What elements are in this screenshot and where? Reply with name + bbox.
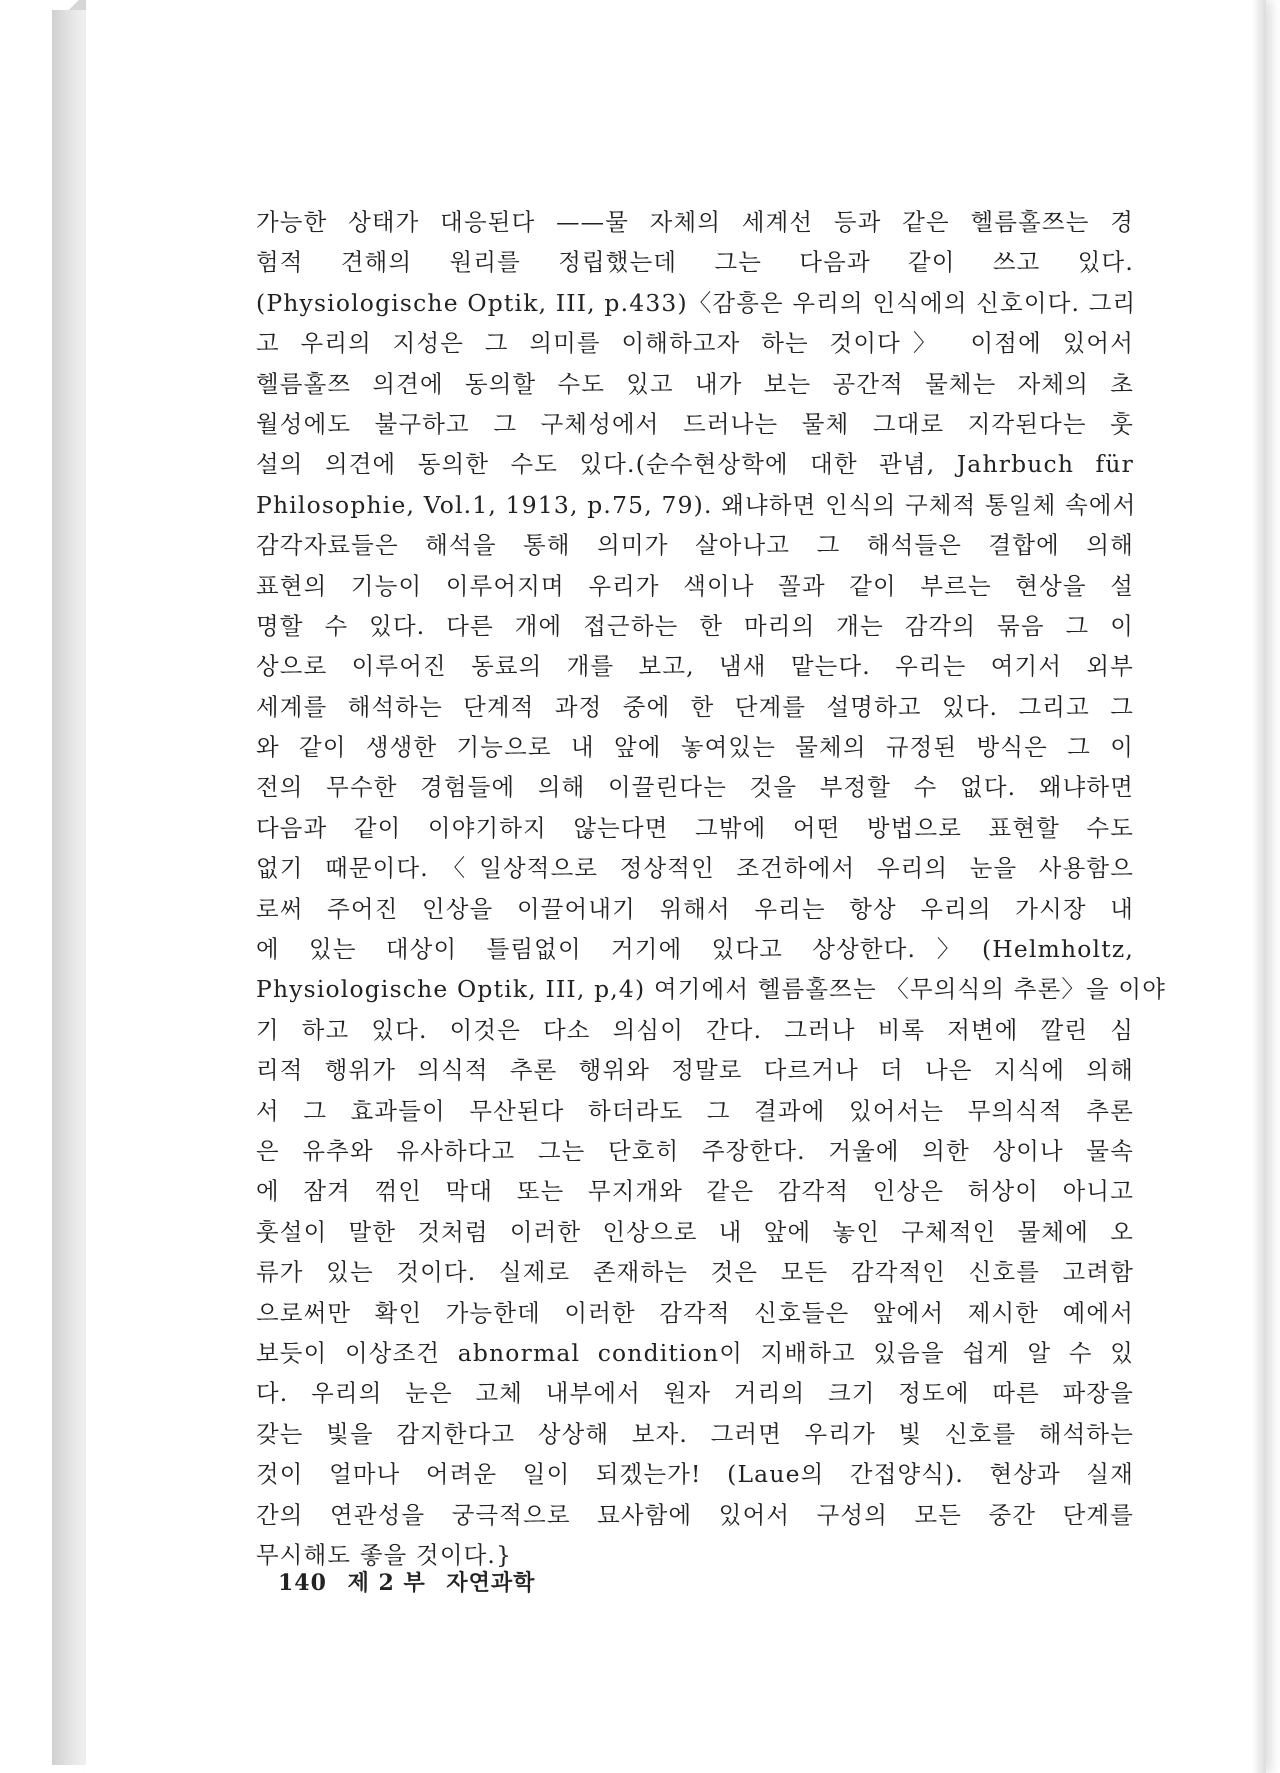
text-line: 세계를 해석하는 단계적 과정 중에 한 단계를 설명하고 있다. 그리고 그 [256,692,1134,721]
text-line: 월성에도 불구하고 그 구체성에서 드러나는 물체 그대로 지각된다는 훗 [256,409,1134,438]
text-line: 기 하고 있다. 이것은 다소 의심이 간다. 그러나 비록 저변에 깔린 심 [256,1015,1134,1044]
page-footer [278,1566,547,1597]
text-line: 고 우리의 지성은 그 의미를 이해하고자 하는 것이다〉 이점에 있어서 [256,329,1134,358]
text-line: 에 있는 대상이 틀림없이 거기에 있다고 상상한다.〉(Helmholtz, [256,935,1134,964]
text-line: 것이 얼마나 어려운 일이 되겠는가! (Laue의 간접양식). 현상과 실재 [256,1460,1134,1489]
text-line: 으로써만 확인 가능한데 이러한 감각적 신호들은 앞에서 제시한 예에서 [256,1298,1134,1327]
page-right-edge [1252,0,1266,1773]
text-line: Philosophie, Vol.1, 1913, p.75, 79). 왜냐하면 인식의 구체적 통일체 속에서 [256,490,1137,519]
text-line: 류가 있는 것이다. 실제로 존재하는 것은 모든 감각적인 신호를 고려함 [256,1258,1134,1287]
text-line: 와 같이 생생한 기능으로 내 앞에 놓여있는 물체의 규정된 방식은 그 이 [256,733,1134,762]
text-line: 상으로 이루어진 동료의 개를 보고, 냄새 맡는다. 우리는 여기서 외부 [256,652,1134,681]
text-line: 가능한 상태가 대응된다 ——물 자체의 세계선 등과 같은 헬름홀쯔는 경 [256,208,1134,236]
text-line: 명할 수 있다. 다른 개에 접근하는 한 마리의 개는 감각의 묶음 그 이 [256,611,1134,640]
text-line: 없기 때문이다.〈일상적으로 정상적인 조건하에서 우리의 눈을 사용함으 [256,854,1134,883]
text-line: 다. 우리의 눈은 고체 내부에서 원자 거리의 크기 정도에 따른 파장을 [256,1379,1134,1408]
text-line: 간의 연관성을 궁극적으로 묘사함에 있어서 구성의 모든 중간 단계를 [256,1500,1134,1529]
text-line: 험적 견해의 원리를 정립했는데 그는 다음과 같이 쓰고 있다. [256,248,1134,277]
text-line: 표현의 기능이 이루어지며 우리가 색이나 꼴과 같이 부르는 현상을 설 [256,571,1134,600]
text-line: 훗설이 말한 것처럼 이러한 인상으로 내 앞에 놓인 구체적인 물체에 오 [256,1217,1134,1246]
text-line: 다음과 같이 이야기하지 않는다면 그밖에 어떤 방법으로 표현할 수도 [256,813,1134,842]
text-line: Physiologische Optik, III, p,4) 여기에서 헬름홀쯔는 〈무의식의 추론〉을 이야 [256,975,1166,1004]
text-line: 에 잠겨 꺾인 막대 또는 무지개와 같은 감각적 인상은 허상이 아니고 [256,1177,1134,1206]
body-text [256,202,1166,1575]
section-label: 자연과학 [446,1570,536,1596]
text-line: 전의 무수한 경험들에 의해 이끌린다는 것을 부정할 수 없다. 왜냐하면 [256,773,1134,802]
page-number: 140 [278,1570,327,1596]
text-line: 헬름홀쯔 의견에 동의할 수도 있고 내가 보는 공간적 물체는 자체의 초 [256,369,1134,398]
text-line: 보듯이 이상조건 abnormal condition이 지배하고 있음을 쉽게 알 수 있 [256,1338,1134,1367]
text-line: 설의 의견에 동의한 수도 있다.(순수현상학에 대한 관념, Jahrbuch für [256,450,1134,479]
text-line: 무시해도 좋을 것이다.} [256,1540,513,1569]
text-line: (Physiologische Optik, III, p.433)〈감흥은 우리의 인식에의 신호이다. 그리 [256,288,1137,317]
text-line: 리적 행위가 의식적 추론 행위와 정말로 다르거나 더 나은 지식에 의해 [256,1056,1134,1085]
text-line: 갖는 빛을 감지한다고 상상해 보자. 그러면 우리가 빛 신호를 해석하는 [256,1419,1134,1448]
text-line: 감각자료들은 해석을 통해 의미가 살아나고 그 해석들은 결합에 의해 [256,531,1134,560]
book-spine [52,10,86,1765]
text-line: 은 유추와 유사하다고 그는 단호히 주장한다. 거울에 의한 상이나 물속 [256,1136,1134,1165]
part-label: 제 2 부 [347,1570,426,1596]
text-line: 로써 주어진 인상을 이끌어내기 위해서 우리는 항상 우리의 가시장 내 [256,894,1134,923]
text-line: 서 그 효과들이 무산된다 하더라도 그 결과에 있어서는 무의식적 추론 [256,1096,1134,1125]
